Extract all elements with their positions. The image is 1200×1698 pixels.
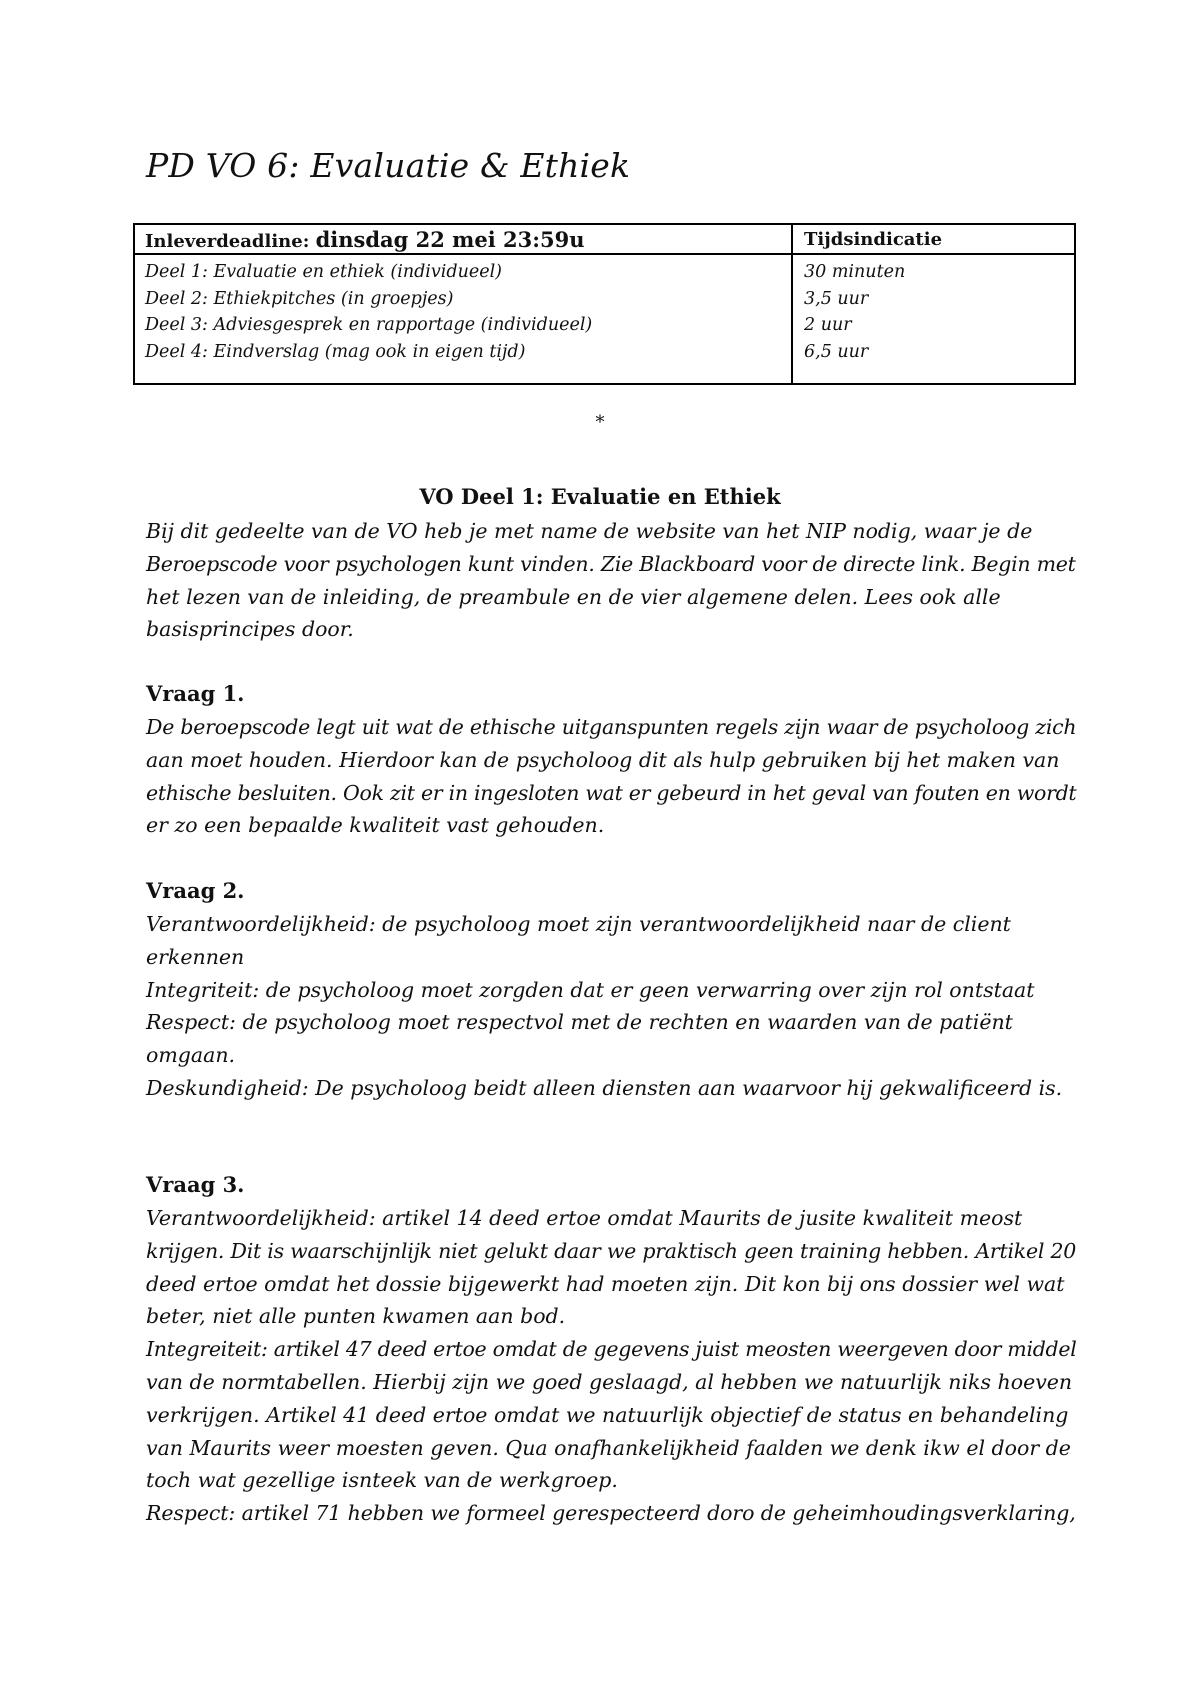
info-table bbox=[133, 223, 1076, 385]
text-line: het lezen van de inleiding, de preambule en de vier algemene delen. Lees ook alle bbox=[146, 584, 1001, 609]
question-3-heading: Vraag 3. bbox=[146, 1172, 245, 1197]
deadline-cell bbox=[135, 225, 793, 255]
text-line: van de normtabellen. Hierbij zijn we goed geslaagd, al hebben we natuurlijk niks hoeven bbox=[146, 1369, 1073, 1394]
times-cell bbox=[793, 255, 1074, 383]
text-line: Bij dit gedeelte van de VO heb je met name de website van het NIP nodig, waar je de bbox=[146, 519, 1033, 543]
deadline-value: dinsdag 22 mei 23:59u bbox=[315, 227, 585, 252]
time-item: 2 uur bbox=[804, 315, 852, 335]
time-item: 3,5 uur bbox=[804, 288, 869, 309]
question-2-heading: Vraag 2. bbox=[146, 878, 245, 903]
text-line: Verantwoordelijkheid: de psycholoog moet zijn verantwoordelijkheid naar de client bbox=[146, 912, 1011, 936]
text-line: Beroepscode voor psychologen kunt vinden. Zie Blackboard voor de directe link. Begin met bbox=[146, 551, 1076, 576]
text-line: Respect: de psycholoog moet respectvol met de rechten en waarden van de patiënt bbox=[146, 1010, 1013, 1035]
deadline-label: Inleverdeadline: bbox=[145, 231, 316, 252]
time-item: 30 minuten bbox=[804, 262, 906, 282]
part-item: Deel 1: Evaluatie en ethiek (individueel) bbox=[145, 262, 502, 282]
text-line: Integriteit: de psycholoog moet zorgden dat er geen verwarring over zijn rol ontstaat bbox=[146, 977, 1035, 1002]
question-3-answer bbox=[146, 1202, 1076, 1530]
text-line: De beroepscode legt uit wat de ethische uitganspunten regels zijn waar de psycholoog zich bbox=[146, 715, 1077, 739]
text-line: verkrijgen. Artikel 41 deed ertoe omdat we natuurlijk objectief de status en behandeling bbox=[146, 1402, 1069, 1427]
text-line: Respect: artikel 71 hebben we formeel gerespecteerd doro de geheimhoudingsverklaring, bbox=[146, 1501, 1076, 1526]
text-line: Integreiteit: artikel 47 deed ertoe omdat de gegevens juist meosten weergeven door middel bbox=[146, 1337, 1077, 1362]
text-line: aan moet houden. Hierdoor kan de psycholoog dit als hulp gebruiken bij het maken van bbox=[146, 747, 1060, 772]
text-line: Verantwoordelijkheid: artikel 14 deed ertoe omdat Maurits de jusite kwaliteit meost bbox=[146, 1206, 1023, 1230]
text-line: beter, niet alle punten kwamen aan bod. bbox=[146, 1304, 566, 1329]
text-line: deed ertoe omdat het dossie bijgewerkt had moeten zijn. Dit kon bij ons dossier wel wat bbox=[146, 1271, 1065, 1296]
text-line: erkennen bbox=[146, 944, 245, 969]
time-item: 6,5 uur bbox=[804, 341, 869, 362]
text-line: er zo een bepaalde kwaliteit vast gehouden. bbox=[146, 813, 605, 838]
part-item: Deel 2: Ethiekpitches (in groepjes) bbox=[145, 288, 454, 309]
section-heading: VO Deel 1: Evaluatie en Ethiek bbox=[419, 484, 781, 509]
document-title: PD VO 6: Evaluatie & Ethiek bbox=[146, 146, 631, 185]
text-line: omgaan. bbox=[146, 1043, 236, 1068]
text-line: Deskundigheid: De psycholoog beidt alleen diensten aan waarvoor hij gekwalificeerd is. bbox=[146, 1075, 1063, 1100]
intro-paragraph bbox=[146, 515, 1076, 646]
time-header: Tijdsindicatie bbox=[793, 225, 1074, 255]
text-line: krijgen. Dit is waarschijnlijk niet gelukt daar we praktisch geen training hebben. Artikel 20 bbox=[146, 1238, 1077, 1263]
parts-cell bbox=[135, 255, 793, 383]
text-line: toch wat gezellige isnteek van de werkgroep. bbox=[146, 1468, 618, 1493]
question-2-answer bbox=[146, 908, 1076, 1105]
separator-asterisk: * bbox=[595, 412, 605, 433]
question-1-answer bbox=[146, 711, 1076, 842]
question-1-heading: Vraag 1. bbox=[146, 681, 245, 706]
text-line: van Maurits weer moesten geven. Qua onafhankelijkheid faalden we denk ikw el door de bbox=[146, 1435, 1071, 1460]
text-line: basisprincipes door. bbox=[146, 617, 354, 642]
part-item: Deel 4: Eindverslag (mag ook in eigen tijd) bbox=[145, 341, 526, 362]
part-item: Deel 3: Adviesgesprek en rapportage (individueel) bbox=[145, 315, 593, 335]
text-line: ethische besluiten. Ook zit er in ingesloten wat er gebeurd in het geval van fouten en wordt bbox=[146, 780, 1077, 805]
